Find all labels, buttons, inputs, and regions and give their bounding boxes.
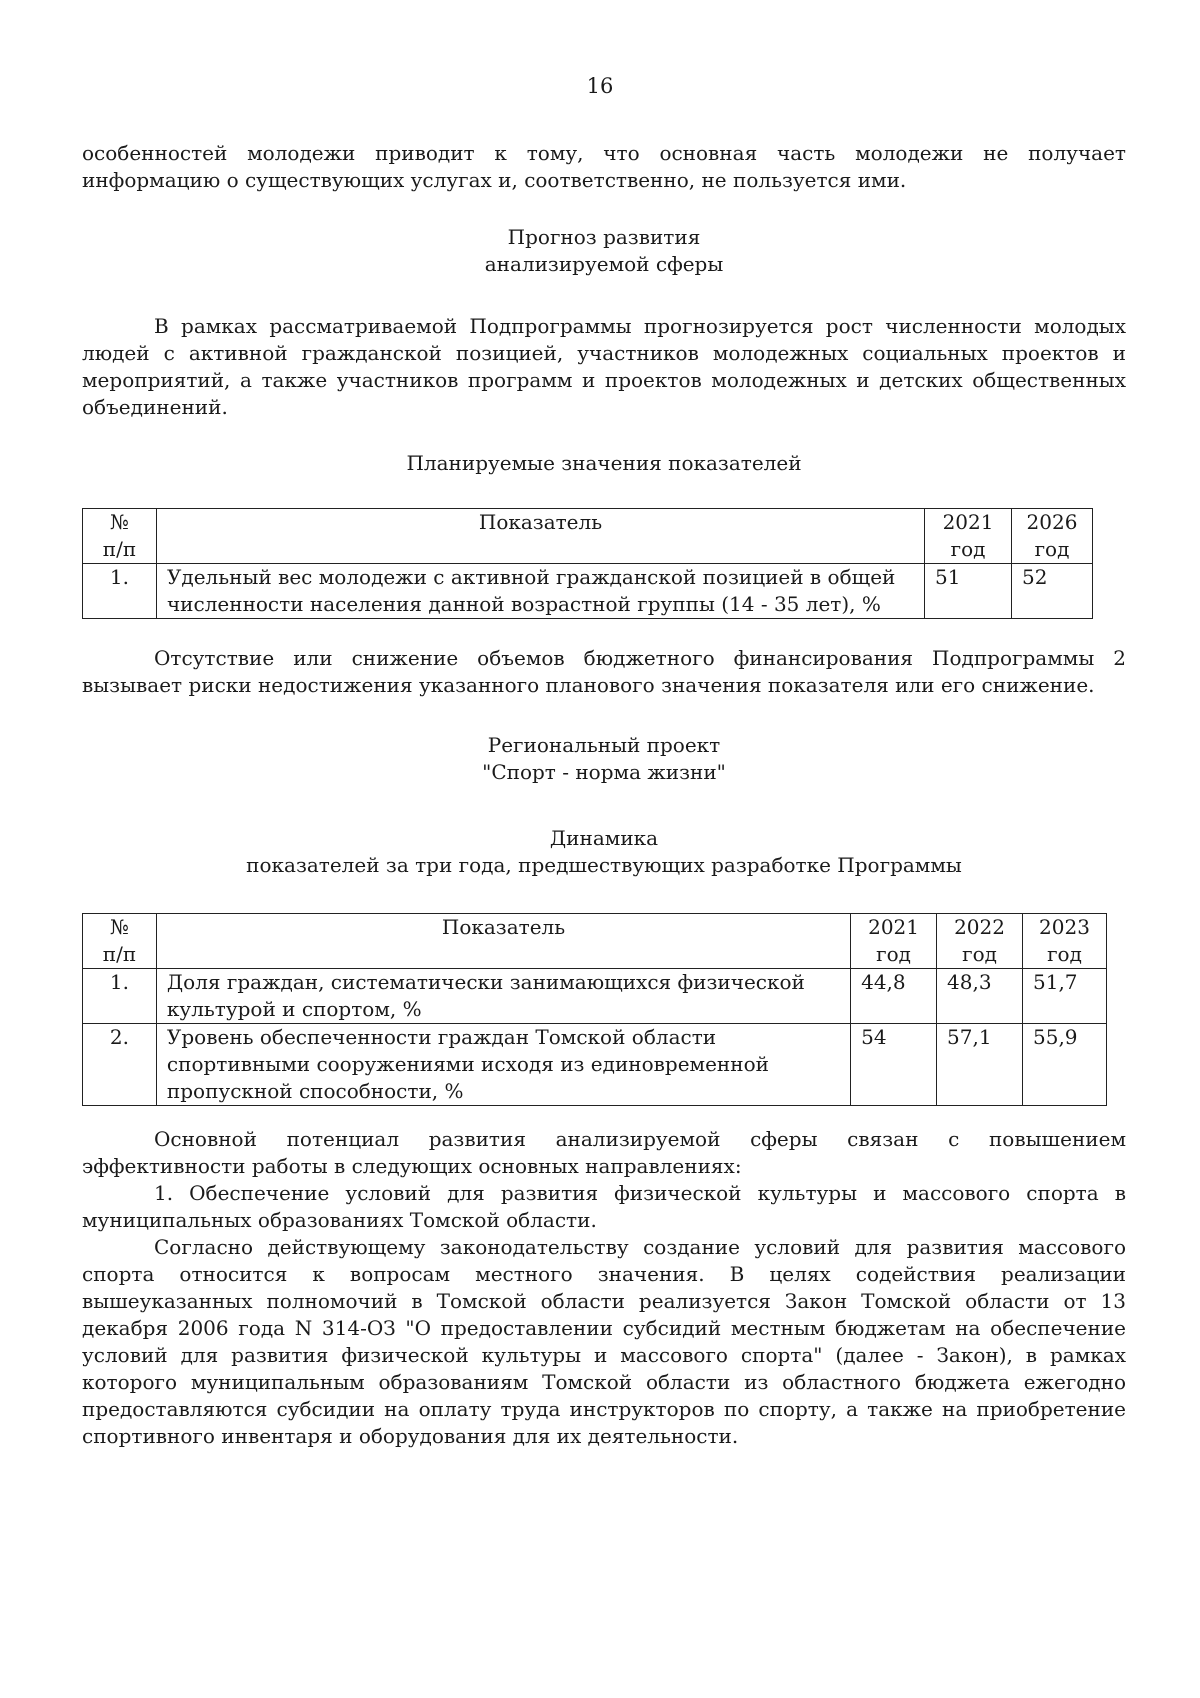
row-value-2021: 51 (925, 564, 1012, 619)
planned-heading-block (82, 450, 1126, 477)
forecast-heading-line1: Прогноз развития (507, 225, 701, 249)
forecast-heading-line2: анализируемой сферы (484, 252, 724, 276)
dynamics-heading-line1: Динамика (549, 826, 659, 850)
header-cell-num: № п/п (83, 509, 157, 564)
planned-heading: Планируемые значения показателей (406, 451, 802, 475)
forecast-heading (82, 224, 1126, 278)
risk-paragraph: Отсутствие или снижение объемов бюджетного финансирования Подпрограммы 2 вызывает риски недостижения указанного планового значения показателя или его снижение. (82, 646, 1126, 697)
risk-section (82, 645, 1126, 699)
header-cell-indicator: Показатель (156, 914, 850, 969)
row-value-2021: 54 (851, 1024, 937, 1106)
row-value-2026: 52 (1012, 564, 1093, 619)
forecast-paragraph: В рамках рассматриваемой Подпрограммы прогнозируется рост численности молодых людей с активной гражданской позицией, участников молодежных социальных проектов и мероприятий, а также участников программ и проектов молодежных и детских общественных объединений. (82, 314, 1126, 419)
row-number: 2. (83, 1024, 157, 1106)
dynamics-table (82, 913, 1107, 1106)
potential-paragraph: Основной потенциал развития анализируемой сферы связан с повышением эффективности работы в следующих основных направлениях: (82, 1127, 1126, 1178)
row-number: 1. (83, 564, 157, 619)
dynamics-heading (82, 825, 1126, 879)
header-cell-year-2021: 2021 год (851, 914, 937, 969)
row-indicator: Уровень обеспеченности граждан Томской области спортивными сооружениями исходя из единовременной пропускной способности, % (156, 1024, 850, 1106)
header-cell-num: № п/п (83, 914, 157, 969)
table-row (83, 969, 1107, 1024)
row-value-2022: 48,3 (937, 969, 1023, 1024)
potential-section (82, 1126, 1126, 1450)
row-indicator: Удельный вес молодежи с активной гражданской позицией в общей численности населения данной возрастной группы (14 - 35 лет), % (156, 564, 924, 619)
table-header-row (83, 509, 1093, 564)
row-value-2022: 57,1 (937, 1024, 1023, 1106)
header-cell-indicator: Показатель (156, 509, 924, 564)
header-cell-year-2022: 2022 год (937, 914, 1023, 969)
forecast-section (82, 313, 1126, 421)
header-cell-year-2026: 2026 год (1012, 509, 1093, 564)
row-indicator: Доля граждан, систематически занимающихся физической культурой и спортом, % (156, 969, 850, 1024)
row-value-2023: 55,9 (1023, 1024, 1107, 1106)
project-heading-line1: Региональный проект (487, 733, 721, 757)
law-paragraph: Согласно действующему законодательству создание условий для развития массового спорта относится к вопросам местного значения. В целях содействия реализации вышеуказанных полномочий в Томской области реализуется Закон Томской области от 13 декабря 2006 года N 314-ОЗ "О предоставлении субсидий местным бюджетам на обеспечение условий для развития физической культуры и массового спорта" (далее - Закон), в рамках которого муниципальным образованиям Томской области из областного бюджета ежегодно предоставляются субсидии на оплату труда инструкторов по спорту, а также на приобретение спортивного инвентаря и оборудования для их деятельности. (82, 1235, 1126, 1448)
planned-values-table (82, 508, 1093, 619)
project-heading-line2: "Спорт - норма жизни" (482, 760, 726, 784)
intro-section (82, 140, 1126, 194)
page-number: 16 (586, 74, 614, 98)
intro-paragraph: особенностей молодежи приводит к тому, что основная часть молодежи не получает информацию о существующих услугах и, соответственно, не пользуется ими. (82, 141, 1126, 192)
header-cell-year-2023: 2023 год (1023, 914, 1107, 969)
row-number: 1. (83, 969, 157, 1024)
project-heading (82, 732, 1126, 786)
direction-1-paragraph: 1. Обеспечение условий для развития физической культуры и массового спорта в муниципальных образованиях Томской области. (82, 1181, 1126, 1232)
table-row (83, 564, 1093, 619)
dynamics-heading-line2: показателей за три года, предшествующих разработке Программы (246, 853, 962, 877)
row-value-2021: 44,8 (851, 969, 937, 1024)
row-value-2023: 51,7 (1023, 969, 1107, 1024)
table-header-row (83, 914, 1107, 969)
table-row (83, 1024, 1107, 1106)
header-cell-year-2021: 2021 год (925, 509, 1012, 564)
